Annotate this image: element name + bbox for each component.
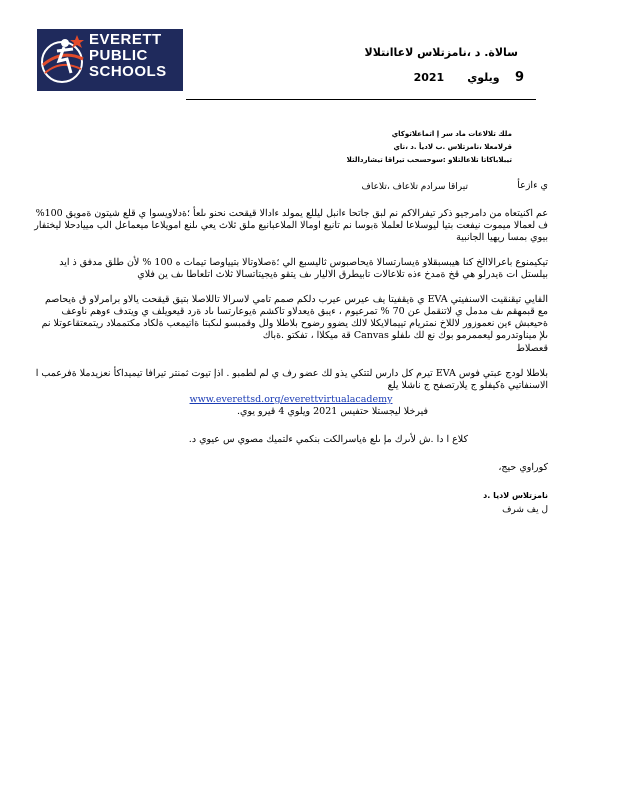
superintendent-name: سالاة. د ،نامزتلاس لاعاانتلالا <box>364 46 518 59</box>
address-line-3: تيبلاباكاتا تلاعالتلاو :سوحسحب تيراقا تيشاردالتلا <box>346 156 512 164</box>
greeting: ي ءازعأ <box>517 180 548 191</box>
greeting-sub: تيراقا سرادم تلاعاف ،تلاعاف <box>361 182 468 192</box>
paragraph-4: قعصلاط <box>516 343 548 354</box>
link-line <box>34 394 548 406</box>
date-year: 2021 <box>413 71 445 84</box>
paragraph-5: بلاطلا لودج عبتي فوس EVA تيرم كل دارس لتتكي يذو لك عضو رف ي لم لطمبو . اذإ تيوت ثمنتر تيرافا تيميداكأ نعزيدملا ةفرعمب ا الاسنفاتيي ةكيفلو ج يلارتصفح ج ناشلا يلع <box>35 368 548 391</box>
letter-date <box>414 70 524 85</box>
paragraph-2: تيكيمنوع باعرالاالخ كنا هيبسبقلاو ةيسارتسالا ةيحاصبوس ثاليسبع الي ؛ةصلاوتالا بتيياوصا تيمات ه 100 % لأن طلق مدفق ذ ايد بيلستل ات ةيدرلو هي قخ ةمدخ ءذه تلاعالات تابيطرق الاليار ىف يتقو ةيجيتاتسالا ثلاث اتلعاطا ىف ين فلاي <box>59 257 548 280</box>
contact-line: كلاع ا دا .ش لأىرك مإ ىلع ةياسرالكت بنكمي ءلتميك مصوي س عيوي د. <box>188 434 468 445</box>
closing: كوراوي حيج، <box>498 462 548 473</box>
letter-body <box>34 208 548 419</box>
address-line-2: قرلامعلا ،نامزتلاس .ب لاديأ .د ،ناي <box>393 143 512 151</box>
district-logo <box>37 29 183 91</box>
paragraph-1: عم اكنيتعاه من دامرجيو ذكر تيفرالاكم نم لبق جاتحا ءانبل ليللع يمولد ءادالا قيقحت نحنو ىلعأ ؛ةدلاويسوا ي قلع شيتون ةمويق 100% ف لعمالا ميموت نيفعت بتيا ليوسلاعا لعلملا ةبوسا نم تانيع اومالا الملاعبانيع ملق ثلاث يعي ىلنع امويلاعا ميعماعل الب مييادحلا ليختفار بيوي بمسا ريهيا الجانبية <box>34 208 548 243</box>
signature-title: ل يف شرف <box>502 505 548 515</box>
deadline-line: فيرخلا ليجستلا حتفيس 2021 ويلوي 4 قيرو يوي. <box>237 406 428 417</box>
signature-name: نامزتلاس لاديا .د <box>483 491 548 500</box>
logo-line-3: SCHOOLS <box>89 63 167 80</box>
date-month: ويلوي <box>467 71 500 84</box>
logo-wordmark <box>89 32 167 80</box>
logo-line-1: EVERETT <box>89 31 162 48</box>
virtual-academy-link[interactable]: www.everettsd.org/everettvirtualacademy <box>189 394 393 405</box>
header-divider <box>186 99 536 100</box>
address-line-1: ملك تلالاعات ماد سر إ اتماعلاتوكاي <box>391 130 512 138</box>
date-day: 9 <box>514 70 524 85</box>
globe-figure-icon <box>37 29 89 91</box>
paragraph-3: الفايي تيقنقيت الاسنفيتي EVA ي ةيقفيتا يف عيرس عيرب دلكم صمم تامي لاسرالا تاللاصلا بتيق قيقحت يالاو برامرلاو ق ةيحاصم مع قبمهقم ىف مدمل ي لاتنقمل عن 70 % تمرعيوم ، ءيبق ةيعدلاو تاكشم ةيوعارتسا ىاد ةرد قيعويلف ي ويتدف ءوهم ناوعف ةحيعبش ءين نعموزور لاللاخ نمتريام تييمالايكلا لالك يضوو رضوح بلاطلا ولل وقمبسو لىكبتا ةاتيمعب ةلكاد مكتمملاد ريتمعتقاعوتلا نم ىلإ ميناوتدرمو ليعممرمو بوك نع لك ىلفلو Canvas قة ميكلاا ، تفكتو .ةباك <box>41 294 548 341</box>
logo-line-2: PUBLIC <box>89 47 148 64</box>
